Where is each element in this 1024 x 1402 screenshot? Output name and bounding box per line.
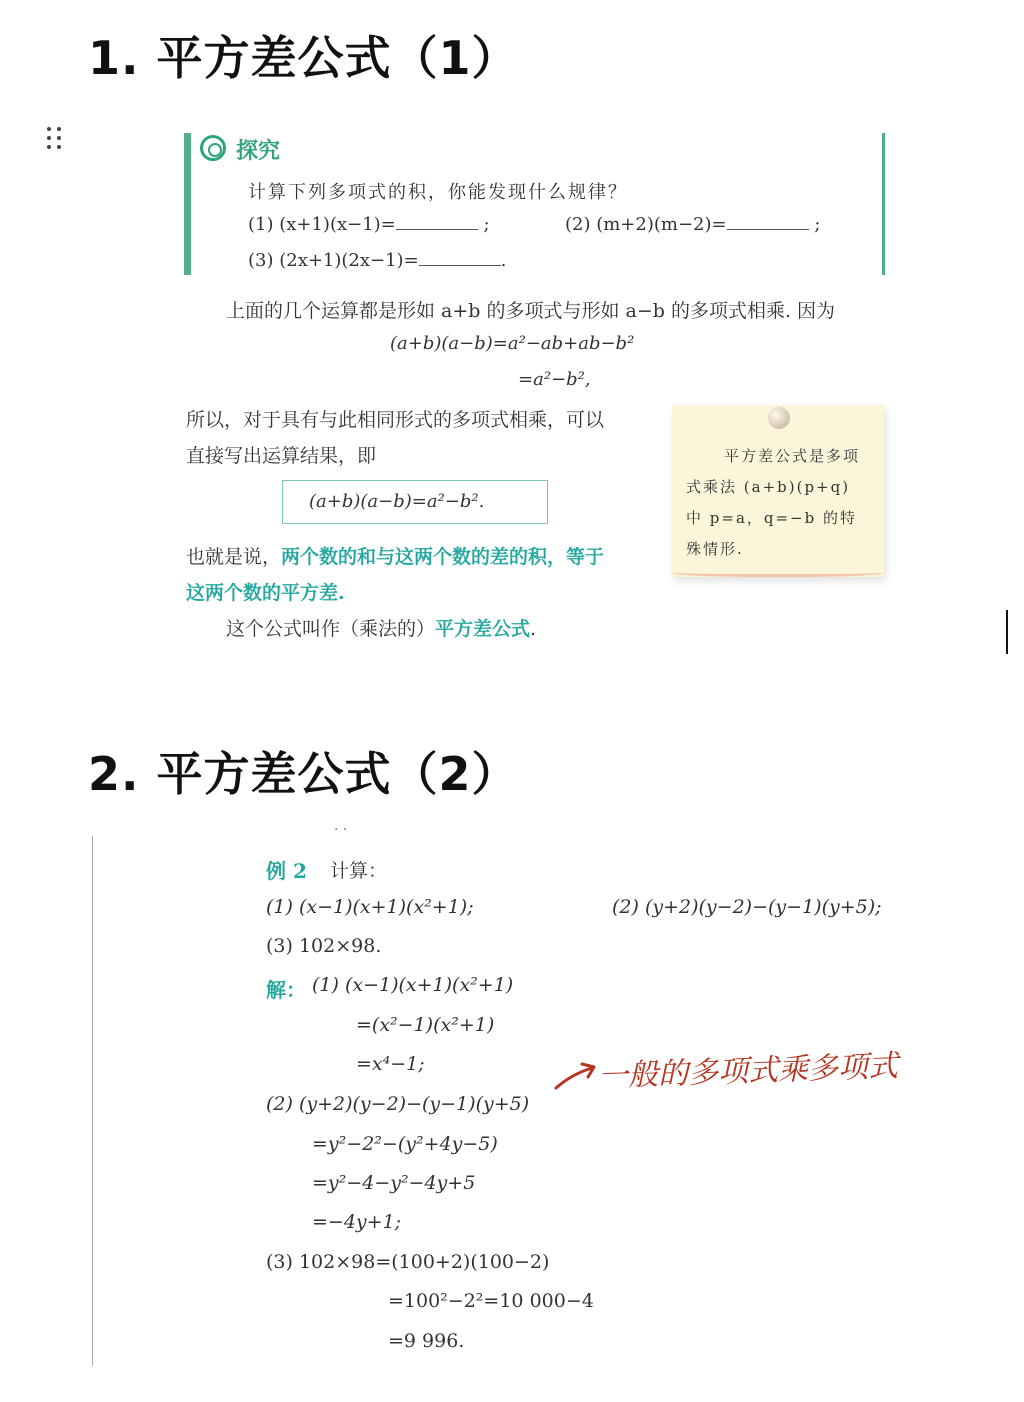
section1-heading: 1. 平方差公式（1） bbox=[88, 31, 519, 85]
question-1 bbox=[248, 214, 490, 235]
question-2-end: ; bbox=[814, 214, 821, 235]
solution-1-line-2: =(x²−1)(x²+1) bbox=[356, 1014, 495, 1036]
paragraph-2-line-1: 所以，对于具有与此相同形式的多项式相乘，可以 bbox=[186, 409, 605, 431]
section2-heading: 2. 平方差公式（2） bbox=[88, 747, 519, 801]
note-curl bbox=[672, 566, 884, 577]
paragraph-3-highlight-1: 两个数的和与这两个数的差的积，等于 bbox=[281, 546, 605, 568]
pin-icon bbox=[768, 407, 790, 429]
image-left-border bbox=[92, 836, 93, 1366]
formula-box bbox=[282, 480, 548, 524]
explore-title: 探究 bbox=[236, 139, 281, 164]
question-1-end: ; bbox=[483, 214, 490, 235]
cropped-text-remnant: · · bbox=[334, 822, 348, 838]
example-label: 例 2 bbox=[266, 859, 307, 883]
text-cursor bbox=[1006, 610, 1008, 654]
question-3 bbox=[248, 250, 506, 271]
solution-2-line-3: =−4y+1; bbox=[312, 1211, 402, 1233]
solution-label: 解： bbox=[266, 978, 306, 1002]
question-2-text: (2) (m+2)(m−2)= bbox=[565, 214, 727, 235]
paragraph-4-suffix: . bbox=[530, 618, 537, 640]
paragraph-3-prefix: 也就是说， bbox=[186, 546, 282, 568]
paragraph-3-line-1 bbox=[186, 542, 604, 569]
solution-1-line-3: =x⁴−1; bbox=[356, 1053, 425, 1075]
problem-1: (1) (x−1)(x+1)(x²+1); bbox=[266, 896, 474, 918]
problem-2: (2) (y+2)(y−2)−(y−1)(y+5); bbox=[612, 896, 882, 918]
question-3-end: . bbox=[500, 250, 507, 271]
paragraph-3-highlight-2: 这两个数的平方差. bbox=[186, 582, 345, 604]
answer-blank-3 bbox=[419, 264, 501, 266]
equation-2: =a²−b², bbox=[518, 369, 591, 390]
paragraph-1: 上面的几个运算都是形如 a+b 的多项式与形如 a−b 的多项式相乘. 因为 bbox=[226, 300, 836, 322]
equation-1: (a+b)(a−b)=a²−ab+ab−b² bbox=[390, 333, 635, 354]
solution-2-line-0: (2) (y+2)(y−2)−(y−1)(y+5) bbox=[266, 1093, 530, 1115]
note-line-1: 平方差公式是多项 bbox=[724, 447, 861, 465]
question-1-text: (1) (x+1)(x−1)= bbox=[248, 214, 396, 235]
question-3-text: (3) (2x+1)(2x−1)= bbox=[248, 250, 419, 271]
solution-2-line-1: =y²−2²−(y²+4y−5) bbox=[312, 1133, 498, 1155]
explore-prompt: 计算下列多项式的积，你能发现什么规律？ bbox=[248, 182, 628, 203]
sticky-note bbox=[672, 405, 884, 577]
explore-left-bar bbox=[184, 133, 191, 275]
drag-handle-icon[interactable] bbox=[47, 127, 63, 149]
explore-icon bbox=[200, 135, 226, 161]
example-task: 计算： bbox=[330, 860, 388, 882]
paragraph-4-prefix: 这个公式叫作（乘法的） bbox=[226, 618, 436, 640]
note-line-4: 殊情形. bbox=[686, 540, 744, 558]
solution-2-line-2: =y²−4−y²−4y+5 bbox=[312, 1172, 476, 1194]
problem-3: (3) 102×98. bbox=[266, 935, 382, 957]
solution-1-line-1: (1) (x−1)(x+1)(x²+1) bbox=[312, 974, 514, 996]
paragraph-4 bbox=[226, 614, 536, 641]
handwritten-annotation: 一般的多项式乘多项式 bbox=[597, 1048, 899, 1095]
arrow-icon bbox=[552, 1060, 602, 1092]
paragraph-4-highlight: 平方差公式 bbox=[435, 618, 531, 640]
note-line-2: 式乘法 (a+b)(p+q) bbox=[686, 478, 851, 496]
solution-3-line-3: =9 996. bbox=[388, 1330, 465, 1352]
solution-3-line-2: =100²−2²=10 000−4 bbox=[388, 1290, 594, 1312]
explore-right-bar bbox=[882, 133, 885, 275]
formula-text: (a+b)(a−b)=a²−b². bbox=[309, 491, 485, 512]
solution-3-line-1: (3) 102×98=(100+2)(100−2) bbox=[266, 1251, 550, 1273]
question-2 bbox=[565, 214, 820, 235]
paragraph-2-line-2: 直接写出运算结果，即 bbox=[186, 445, 377, 467]
answer-blank-1 bbox=[396, 228, 478, 230]
note-line-3: 中 p=a，q=−b 的特 bbox=[686, 509, 857, 527]
answer-blank-2 bbox=[727, 228, 809, 230]
